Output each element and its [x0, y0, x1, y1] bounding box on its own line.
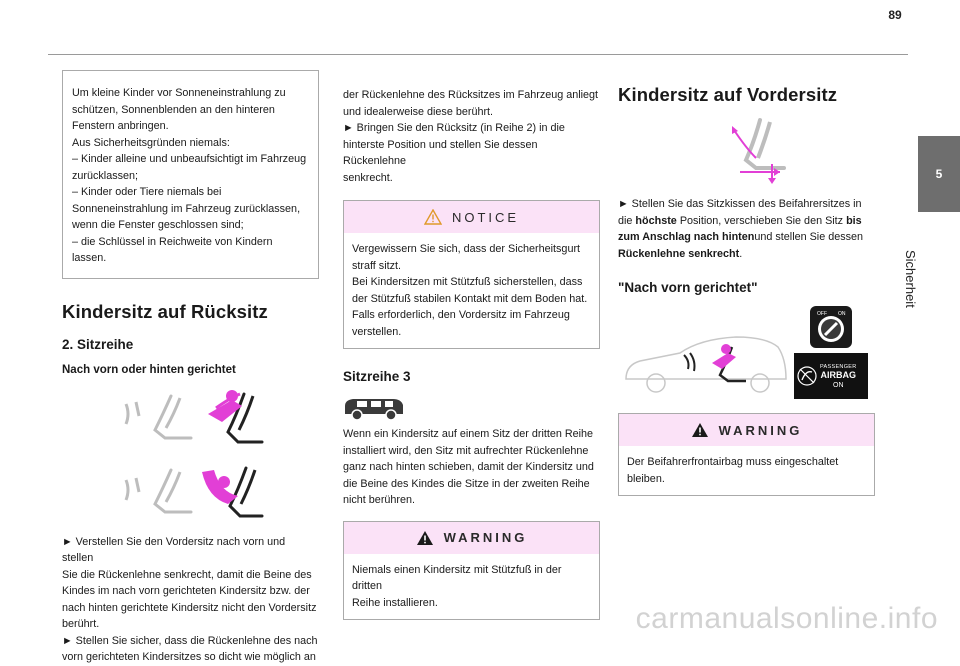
- column-left: [62, 70, 319, 666]
- watermark-text: carmanualsonline.info: [635, 602, 938, 635]
- warning-title: WARNING: [443, 530, 528, 545]
- note-line: Um kleine Kinder vor Sonneneinstrahlung zu: [72, 87, 286, 99]
- body-line: und idealerweise diese berührt.: [343, 105, 494, 118]
- body-line: berührt.: [62, 618, 100, 630]
- warning-box-front: [618, 413, 875, 496]
- warning-line: Niemals einen Kindersitz mit Stützfuß in der dritten: [352, 563, 562, 592]
- body-line: Sie die Rückenlehne senkrecht, damit die Beine des: [62, 568, 312, 581]
- warning-title: WARNING: [718, 422, 803, 438]
- note-line: Aus Sicherheitsgründen niemals:: [72, 136, 230, 149]
- header-divider: [48, 54, 908, 55]
- switch-label-on: ON: [838, 311, 846, 317]
- airbag-figure: [620, 305, 875, 399]
- note-line: Fenstern anbringen.: [72, 120, 169, 132]
- text-span: Position, verschieben Sie den Sitz: [676, 214, 847, 227]
- car-diagram-icon: [620, 333, 788, 399]
- body-line: nach hinten gerichtete Kindersitz nicht den Vordersitz: [62, 601, 317, 614]
- warning-body: [619, 446, 874, 495]
- body-line: hinterste Position und stellen Sie dessen Rückenlehne: [343, 138, 538, 167]
- notice-line: Vergewissern Sie sich, dass der Sicherheitsgurt: [352, 243, 581, 255]
- notice-line: straff sitzt.: [352, 259, 401, 272]
- note-line: – Kinder oder Tiere niemals bei: [72, 186, 222, 198]
- subheading-row-2: 2. Sitzreihe: [62, 336, 134, 352]
- warning-line: Der Beifahrerfrontairbag muss eingeschaltet: [627, 456, 839, 468]
- warning-triangle-icon: [691, 422, 709, 438]
- warning-line: Reihe installieren.: [352, 596, 438, 609]
- notice-title: NOTICE: [451, 209, 520, 225]
- note-line: – Kinder alleine und unbeaufsichtigt im Fahrzeug: [72, 153, 307, 165]
- subheading-row-3: Sitzreihe 3: [343, 369, 411, 384]
- body-line: ganz nach hinten schieben, damit der Kindersitz und: [343, 461, 594, 473]
- warning-line: bleiben.: [627, 472, 665, 485]
- note-line: zurücklassen;: [72, 169, 139, 182]
- airbag-indicators: [794, 305, 868, 399]
- text-span: die: [618, 214, 636, 227]
- notice-line: Bei Kindersitzen mit Stützfuß sicherstellen, dass: [352, 276, 583, 288]
- notice-line: verstellen.: [352, 325, 402, 338]
- van-diagram: [343, 396, 600, 422]
- airbag-panel-line1: PASSENGER: [820, 363, 857, 370]
- sun-protection-note: [62, 70, 319, 279]
- switch-label-off: OFF: [817, 311, 827, 317]
- note-line: – die Schlüssel in Reichweite von Kindern lassen.: [72, 235, 273, 264]
- body-line: die Beine des Kindes die Sitze in der zweiten Reihe: [343, 477, 590, 490]
- section-heading-rear-seat: Kindersitz auf Rücksitz: [62, 300, 268, 322]
- watermark: [0, 602, 960, 636]
- airbag-switch-icon: [809, 305, 853, 349]
- subheading-orientation: Nach vorn oder hinten gerichtet: [62, 363, 236, 376]
- notice-body: [344, 233, 599, 348]
- note-line: schützen, Sonnenblenden an den hinteren: [72, 103, 275, 116]
- notice-box: [343, 200, 600, 349]
- text-bold: zum Anschlag nach hinten: [618, 231, 755, 243]
- body-line: installiert wird, den Sitz mit aufrechter Rückenlehne: [343, 444, 589, 457]
- notice-line: der Stützfuß stabilen Kontakt mit dem Boden hat.: [352, 292, 588, 305]
- airbag-status-panel: [794, 353, 868, 399]
- instruction-line: ► Stellen Sie das Sitzkissen des Beifahrersitzes in: [618, 198, 862, 210]
- body-line: Kindes im nach vorn gerichteten Kindersitz bzw. der: [62, 585, 310, 597]
- body-line: der Rückenlehne des Rücksitzes im Fahrzeug anliegt: [343, 89, 599, 101]
- body-line: nicht berühren.: [343, 494, 416, 506]
- airbag-panel-line2: AIRBAG: [820, 369, 857, 380]
- warning-header: [619, 414, 874, 446]
- body-line: ► Bringen Sie den Rücksitz (in Reihe 2) in die: [343, 122, 565, 134]
- text-bold: Rückenlehne senkrecht: [618, 247, 740, 260]
- notice-line: Falls erforderlich, den Vordersitz im Fahrzeug: [352, 309, 570, 321]
- text-bold: höchste: [635, 214, 677, 227]
- body-line: ► Stellen Sie sicher, dass die Rückenlehne des nach: [62, 634, 318, 647]
- seat-diagram-forward: [62, 386, 319, 452]
- page-number: 89: [888, 8, 902, 22]
- airbag-child-seat-icon: [796, 365, 818, 387]
- seat-diagram-icon: [116, 386, 266, 452]
- seat-diagram-icon: [692, 114, 802, 186]
- warning-triangle-icon: [416, 530, 434, 546]
- chapter-label: Sicherheit: [903, 250, 918, 308]
- column-middle: [343, 87, 600, 630]
- airbag-panel-line3: ON: [833, 381, 844, 389]
- body-line: senkrecht.: [343, 171, 393, 184]
- text-span: .: [739, 247, 743, 260]
- note-line: Sonneneinstrahlung im Fahrzeug zurücklassen,: [72, 202, 301, 215]
- instruction-line: [618, 213, 875, 230]
- body-line: Wenn ein Kindersitz auf einem Sitz der dritten Reihe: [343, 428, 594, 440]
- notice-header: [344, 201, 599, 233]
- section-heading-front-seat: Kindersitz auf Vordersitz: [618, 84, 838, 105]
- warning-header: [344, 522, 599, 554]
- warning-triangle-icon: [424, 209, 442, 225]
- text-bold: bis: [846, 214, 862, 227]
- seat-diagram-icon: [116, 458, 266, 528]
- instruction-line: [618, 229, 875, 246]
- note-line: wenn die Fenster geschlossen sind;: [72, 219, 244, 231]
- subheading-forward-facing: "Nach vorn gerichtet": [618, 280, 758, 295]
- seat-diagram-rearward: [62, 458, 319, 528]
- body-line: vorn gerichteten Kindersitzes so dicht wie möglich an: [62, 651, 316, 663]
- car-diagram-icon: [343, 396, 405, 422]
- body-line: ► Verstellen Sie den Vordersitz nach vorn und stellen: [62, 535, 286, 564]
- chapter-tab[interactable]: 5: [918, 136, 960, 212]
- front-seat-diagram: [618, 114, 875, 186]
- text-span: und stellen Sie dessen: [754, 231, 864, 243]
- column-right: [618, 72, 875, 506]
- instruction-line: [618, 246, 875, 263]
